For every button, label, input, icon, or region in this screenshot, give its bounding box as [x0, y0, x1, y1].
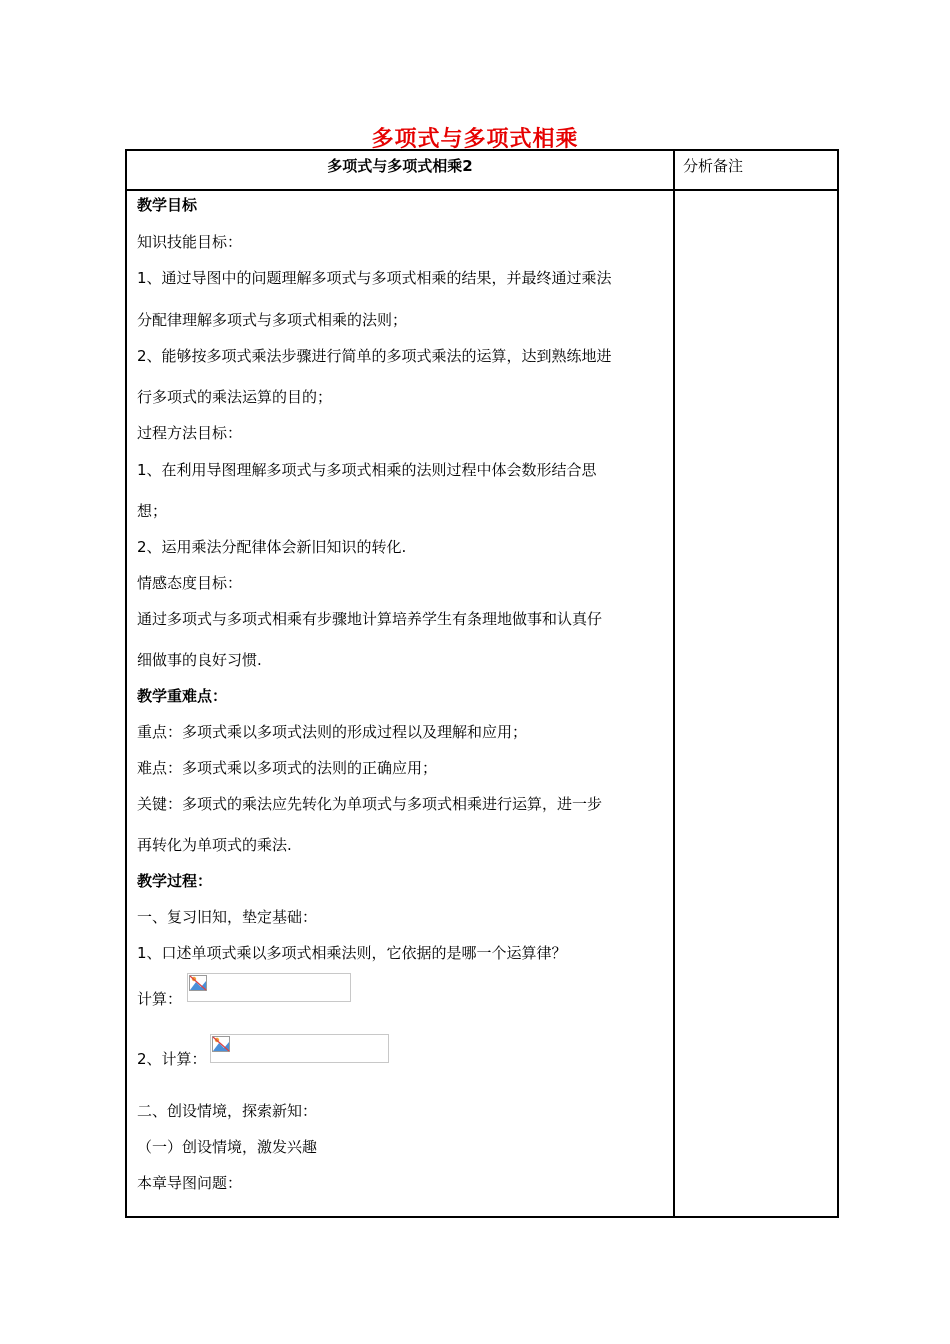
- paragraph-line: 重点：多项式乘以多项式法则的形成过程以及理解和应用；: [137, 723, 528, 741]
- paragraph-line: 行多项式的乘法运算的目的；: [137, 388, 333, 406]
- paragraph-line: 1、在利用导图理解多项式与多项式相乘的法则过程中体会数形结合思: [137, 461, 597, 479]
- paragraph-line: 想；: [137, 502, 168, 520]
- paragraph-line: 通过多项式与多项式相乘有步骤地计算培养学生有条理地做事和认真仔: [137, 610, 603, 628]
- broken-image-icon: [212, 1036, 230, 1052]
- paragraph-line: 一、复习旧知，垫定基础：: [137, 908, 318, 926]
- subheading-knowledge-goals: 知识技能目标：: [137, 233, 243, 251]
- calculation-label-2: 2、计算：: [137, 1050, 207, 1068]
- paragraph-line: 再转化为单项式的乘法.: [137, 836, 292, 854]
- header-row-divider: [127, 189, 837, 191]
- subheading-attitude-goals: 情感态度目标：: [137, 574, 243, 592]
- broken-image-icon: [189, 975, 207, 991]
- column-divider: [673, 151, 675, 1216]
- paragraph-line: 1、通过导图中的问题理解多项式与多项式相乘的结果，并最终通过乘法: [137, 269, 612, 287]
- paragraph-line: 分配律理解多项式与多项式相乘的法则；: [137, 311, 408, 329]
- paragraph-line: 二、创设情境，探索新知：: [137, 1102, 318, 1120]
- paragraph-line: 细做事的良好习惯.: [137, 651, 262, 669]
- notes-column-header: 分析备注: [683, 157, 744, 175]
- paragraph-line: 本章导图问题：: [137, 1174, 243, 1192]
- document-title: 多项式与多项式相乘: [371, 127, 579, 152]
- section-heading-objectives: 教学目标: [137, 196, 198, 214]
- formula-image-placeholder: [210, 1034, 389, 1063]
- calculation-label: 计算：: [137, 990, 183, 1008]
- paragraph-line: （一）创设情境，激发兴趣: [137, 1138, 318, 1156]
- section-heading-key-points: 教学重难点：: [137, 687, 228, 705]
- paragraph-line: 1、口述单项式乘以多项式相乘法则，它依据的是哪一个运算律？: [137, 944, 567, 962]
- lesson-table: [125, 149, 839, 1218]
- paragraph-line: 2、运用乘法分配律体会新旧知识的转化.: [137, 538, 407, 556]
- paragraph-line: 难点：多项式乘以多项式的法则的正确应用；: [137, 759, 438, 777]
- section-heading-process: 教学过程：: [137, 872, 213, 890]
- formula-image-placeholder: [187, 973, 351, 1002]
- paragraph-line: 关键：多项式的乘法应先转化为单项式与多项式相乘进行运算，进一步: [137, 795, 603, 813]
- subheading-process-goals: 过程方法目标：: [137, 424, 243, 442]
- paragraph-line: 2、能够按多项式乘法步骤进行简单的多项式乘法的运算，达到熟练地进: [137, 347, 612, 365]
- lesson-header-title: 多项式与多项式相乘2: [327, 157, 473, 175]
